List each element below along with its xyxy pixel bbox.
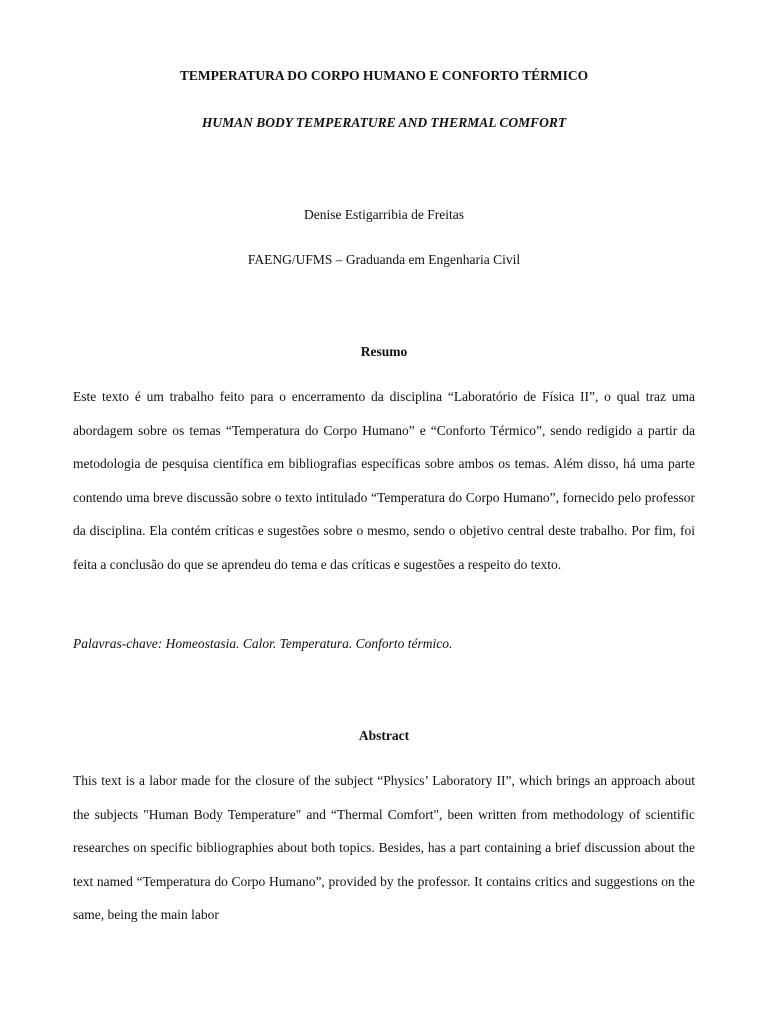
abstract-heading: Abstract: [358, 728, 410, 743]
author-name: Denise Estigarribia de Freitas: [303, 207, 465, 222]
paper-subtitle-english: HUMAN BODY TEMPERATURE AND THERMAL COMFORT: [201, 115, 567, 130]
abstract-body: This text is a labor made for the closure of the subject “Physics’ Laboratory II”, which brings an approach about the subjects "Human Body Temperature" and “Thermal Comfort", been written from methodology of scientific researches on specific bibliographies about both topics. Besides, has a part containing a brief discussion about the text named “Temperatura do Corpo Humano”, provided by the professor. It contains critics and suggestions on the same, being the main labor: [73, 773, 695, 922]
resumo-heading: Resumo: [360, 344, 408, 359]
resumo-body: Este texto é um trabalho feito para o encerramento da disciplina “Laboratório de Física II”, o qual traz uma abordagem sobre os temas “Temperatura do Corpo Humano” e “Conforto Térmico”, sendo redigido a partir da metodologia de pesquisa científica em bibliografias específicas sobre ambos os temas. Além disso, há uma parte contendo uma breve discussão sobre o texto intitulado “Temperatura do Corpo Humano”, fornecido pelo professor da disciplina. Ela contém críticas e sugestões sobre o mesmo, sendo o objetivo central deste trabalho. Por fim, foi feita a conclusão do que se aprendeu do tema e das críticas e sugestões a respeito do texto.: [73, 389, 695, 572]
keywords: Palavras-chave: Homeostasia. Calor. Temperatura. Conforto térmico.: [73, 636, 453, 651]
author-affiliation: FAENG/UFMS – Graduanda em Engenharia Civil: [247, 252, 521, 267]
paper-title: TEMPERATURA DO CORPO HUMANO E CONFORTO TÉRMICO: [179, 68, 589, 83]
